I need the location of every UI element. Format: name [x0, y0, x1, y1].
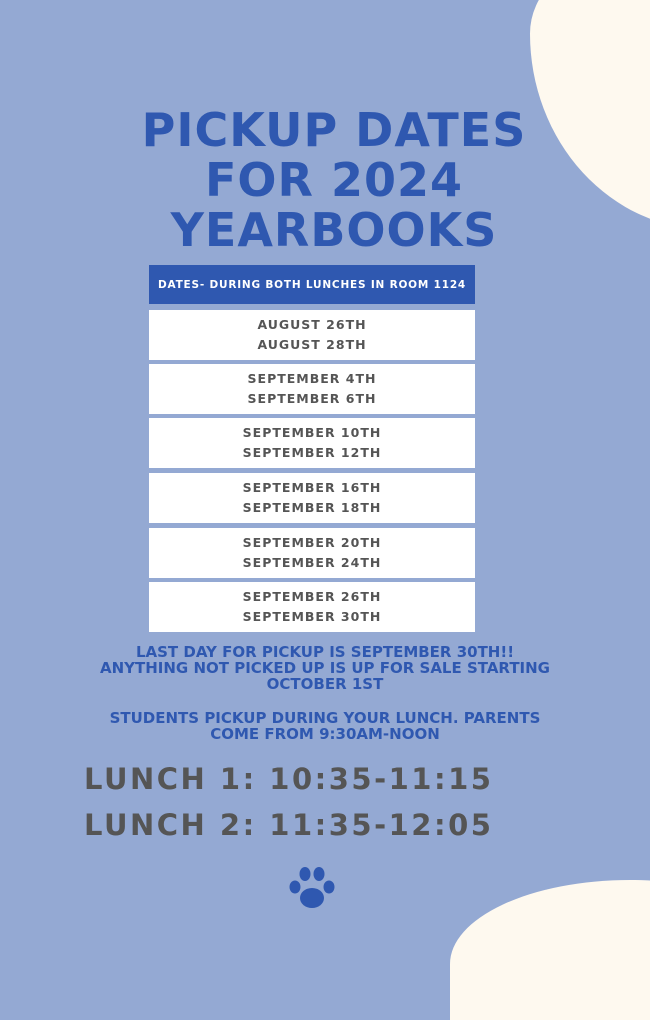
- date-second: AUGUST 28TH: [257, 337, 367, 352]
- notice-line: ANYTHING NOT PICKED UP IS UP FOR SALE STARTING: [99, 659, 550, 677]
- title-line-2: FOR 2024: [205, 153, 463, 207]
- date-first: SEPTEMBER 16TH: [242, 480, 382, 495]
- date-row: [149, 418, 475, 468]
- date-second: SEPTEMBER 24TH: [242, 555, 382, 570]
- pickup-instructions: [0, 710, 650, 742]
- notice-line: LAST DAY FOR PICKUP IS SEPTEMBER 30TH!!: [135, 643, 515, 661]
- date-row: [149, 364, 475, 414]
- date-first: AUGUST 26TH: [257, 317, 367, 332]
- notice-line: OCTOBER 1ST: [266, 675, 384, 693]
- date-row: [149, 473, 475, 523]
- notice-line: STUDENTS PICKUP DURING YOUR LUNCH. PARENTS: [109, 709, 541, 727]
- title-line-3: YEARBOOKS: [170, 203, 498, 257]
- date-row: [149, 528, 475, 578]
- date-second: SEPTEMBER 18TH: [242, 500, 382, 515]
- date-first: SEPTEMBER 10TH: [242, 425, 382, 440]
- paw-print-icon: [287, 866, 337, 910]
- title-line-1: PICKUP DATES: [141, 103, 527, 157]
- date-second: SEPTEMBER 12TH: [242, 445, 382, 460]
- lunch-2-time: LUNCH 2: 11:35-12:05: [84, 808, 494, 842]
- schedule-header: DATES- DURING BOTH LUNCHES IN ROOM 1124: [149, 265, 475, 304]
- date-first: SEPTEMBER 26TH: [242, 589, 382, 604]
- date-second: SEPTEMBER 6TH: [247, 391, 377, 406]
- lunch-1-time: LUNCH 1: 10:35-11:15: [84, 762, 494, 796]
- date-first: SEPTEMBER 4TH: [247, 371, 377, 386]
- notice-line: COME FROM 9:30AM-NOON: [210, 725, 440, 743]
- date-row: [149, 582, 475, 632]
- last-day-notice: [0, 644, 650, 692]
- date-first: SEPTEMBER 20TH: [242, 535, 382, 550]
- page-title: [0, 105, 650, 255]
- date-second: SEPTEMBER 30TH: [242, 609, 382, 624]
- date-row: [149, 310, 475, 360]
- decorative-blob-bottom: [450, 880, 650, 1020]
